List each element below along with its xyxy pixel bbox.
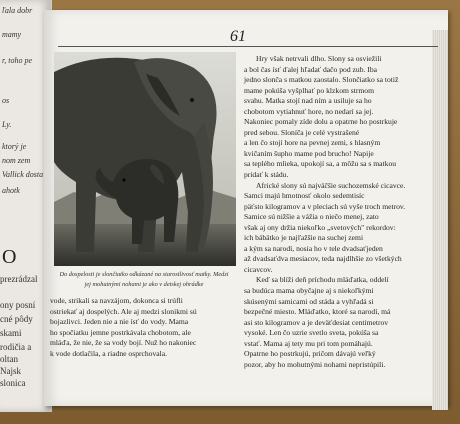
text-line: Keď sa blíži deň príchodu mláďatka, oddelí xyxy=(256,275,389,285)
photo-caption: Do dospelosti je slončiatko odkázané na starostlivosť matky. Medzi jej mohutnými nohami je ako v detskej ohrádke xyxy=(59,271,229,288)
text-line: Hry však netrvali dlho. Slony sa osviežili xyxy=(256,54,382,63)
text-line: však aj ony držia niekoľko „svetových" rekordov: xyxy=(244,222,396,232)
text-line: mláďa, že nie, že sa vody bojí. Nuž ho nakoniec xyxy=(50,338,197,348)
text-line: Opatrne ho postrkujú, pričom dávajú veľký xyxy=(244,349,376,359)
left-page-line: ktorý je xyxy=(2,142,27,151)
header-rule xyxy=(58,46,438,47)
left-page-line: cné pôdy xyxy=(0,314,33,324)
left-page-big-letter: O xyxy=(2,246,17,268)
elephant-photo xyxy=(54,52,236,266)
text-line: Nakoniec pomaly zíde dolu a opatrne ho postrkuje xyxy=(244,117,398,127)
left-page-line: prezrádzal xyxy=(0,274,38,284)
right-page xyxy=(44,10,448,406)
text-line: vode, strikali sa navzájom, dokonca si trúfli xyxy=(50,296,183,305)
text-line: k vode dotlačila, a riadne osprchovala. xyxy=(50,348,168,358)
text-line: jedno slonča s matkou zaostalo. Slončiatko sa totiž xyxy=(244,75,399,85)
left-page-line: ahotk xyxy=(2,186,20,195)
left-page-line: r, toho pe xyxy=(2,56,32,65)
text-line: kvičaním šupho mame pod brucho! Napije xyxy=(244,148,374,158)
text-line: vstať. Mama aj tety mu pri tom pomáhajú. xyxy=(244,338,373,348)
left-page-line: os xyxy=(2,96,10,105)
text-line: pred sebou. Sloníča je celé vystrašené xyxy=(244,127,360,137)
text-line: Samice sú nižšie a vážia o niečo menej, zato xyxy=(244,212,379,222)
text-line: Samci majú hmotnosť okolo sedemtisíc xyxy=(244,191,365,201)
text-line: asi sto kilogramov a je deväťdesiat centimetrov xyxy=(244,317,389,327)
left-page-line: Najsk xyxy=(0,366,21,376)
text-line: mame pokúša vyšplhať po klzkom strmom xyxy=(244,85,375,95)
text-line: až dvadsaťdva mesiacov, teda najdlhšie zo všetkých xyxy=(244,254,402,264)
left-column-text xyxy=(50,296,240,359)
text-line: cicavcov. xyxy=(244,264,273,274)
text-line: a kým sa narodí, nosia ho v tele dvadsaťjeden xyxy=(244,243,383,253)
text-line: skúsenými samicami od stáda a vyhľadá si xyxy=(244,296,374,306)
page-edge xyxy=(432,30,448,410)
page-number: 61 xyxy=(230,28,246,45)
text-line: svahu. Matka stojí nad ním a usiluje sa ho xyxy=(244,96,372,106)
text-line: pozor, aby ho mohutnými nohami nepristúpili. xyxy=(244,359,386,369)
text-line: a len čo stojí hore na pevnej zemi, s hlasným xyxy=(244,138,381,148)
text-line: ostriekať aj dospelých. Ale aj medzi slonikmi sú xyxy=(50,306,197,316)
right-column-text xyxy=(244,54,434,370)
text-line: sa teplého mlieka, upokojí sa, a môžu sa s matkou xyxy=(244,159,397,169)
text-line: bezpečné miesto. Mláďatko, ktoré sa narodí, má xyxy=(244,307,391,317)
text-line: ich bábätko je najľažšie na suchej zemi xyxy=(244,233,364,243)
text-line: ho spočiatku jemne postrkávala chobotom, ale xyxy=(50,327,191,337)
text-line: sa budúca mama obyčajne aj s niekoľkými xyxy=(244,286,374,296)
left-page-line: ľala dobr xyxy=(2,6,33,15)
left-page-line: slonica xyxy=(0,378,26,388)
left-page-line: rodičia a xyxy=(0,342,32,352)
left-page-line: Vallick dosta xyxy=(2,170,44,179)
text-line: a bol čas ísť ďalej hľadať dačo pod zub. Iba xyxy=(244,64,377,74)
left-page-line: nom zem xyxy=(2,156,31,165)
left-page-line: skami xyxy=(0,328,22,338)
left-page-line: oltan xyxy=(0,354,18,364)
left-page-line: ony posní xyxy=(0,300,36,310)
text-line: pridať k stádu. xyxy=(244,170,289,180)
text-line: chobotom vytiahnuť hore, no nedarí sa jej. xyxy=(244,106,374,116)
text-line: Africké slony sú najväčšie suchozemské cicavce. xyxy=(256,180,406,190)
left-page-line: mamy xyxy=(2,30,22,39)
text-line: päťsto kilogramov a v pleciach sú vyše troch metrov. xyxy=(244,201,406,211)
left-page-line: Ly. xyxy=(2,120,12,129)
text-line: bojazlivci. Jeden nie a nie ísť do vody. Mama xyxy=(50,317,189,327)
text-line: vysoké. Len čo uzrie svetlo sveta, pokúša sa xyxy=(244,328,379,338)
